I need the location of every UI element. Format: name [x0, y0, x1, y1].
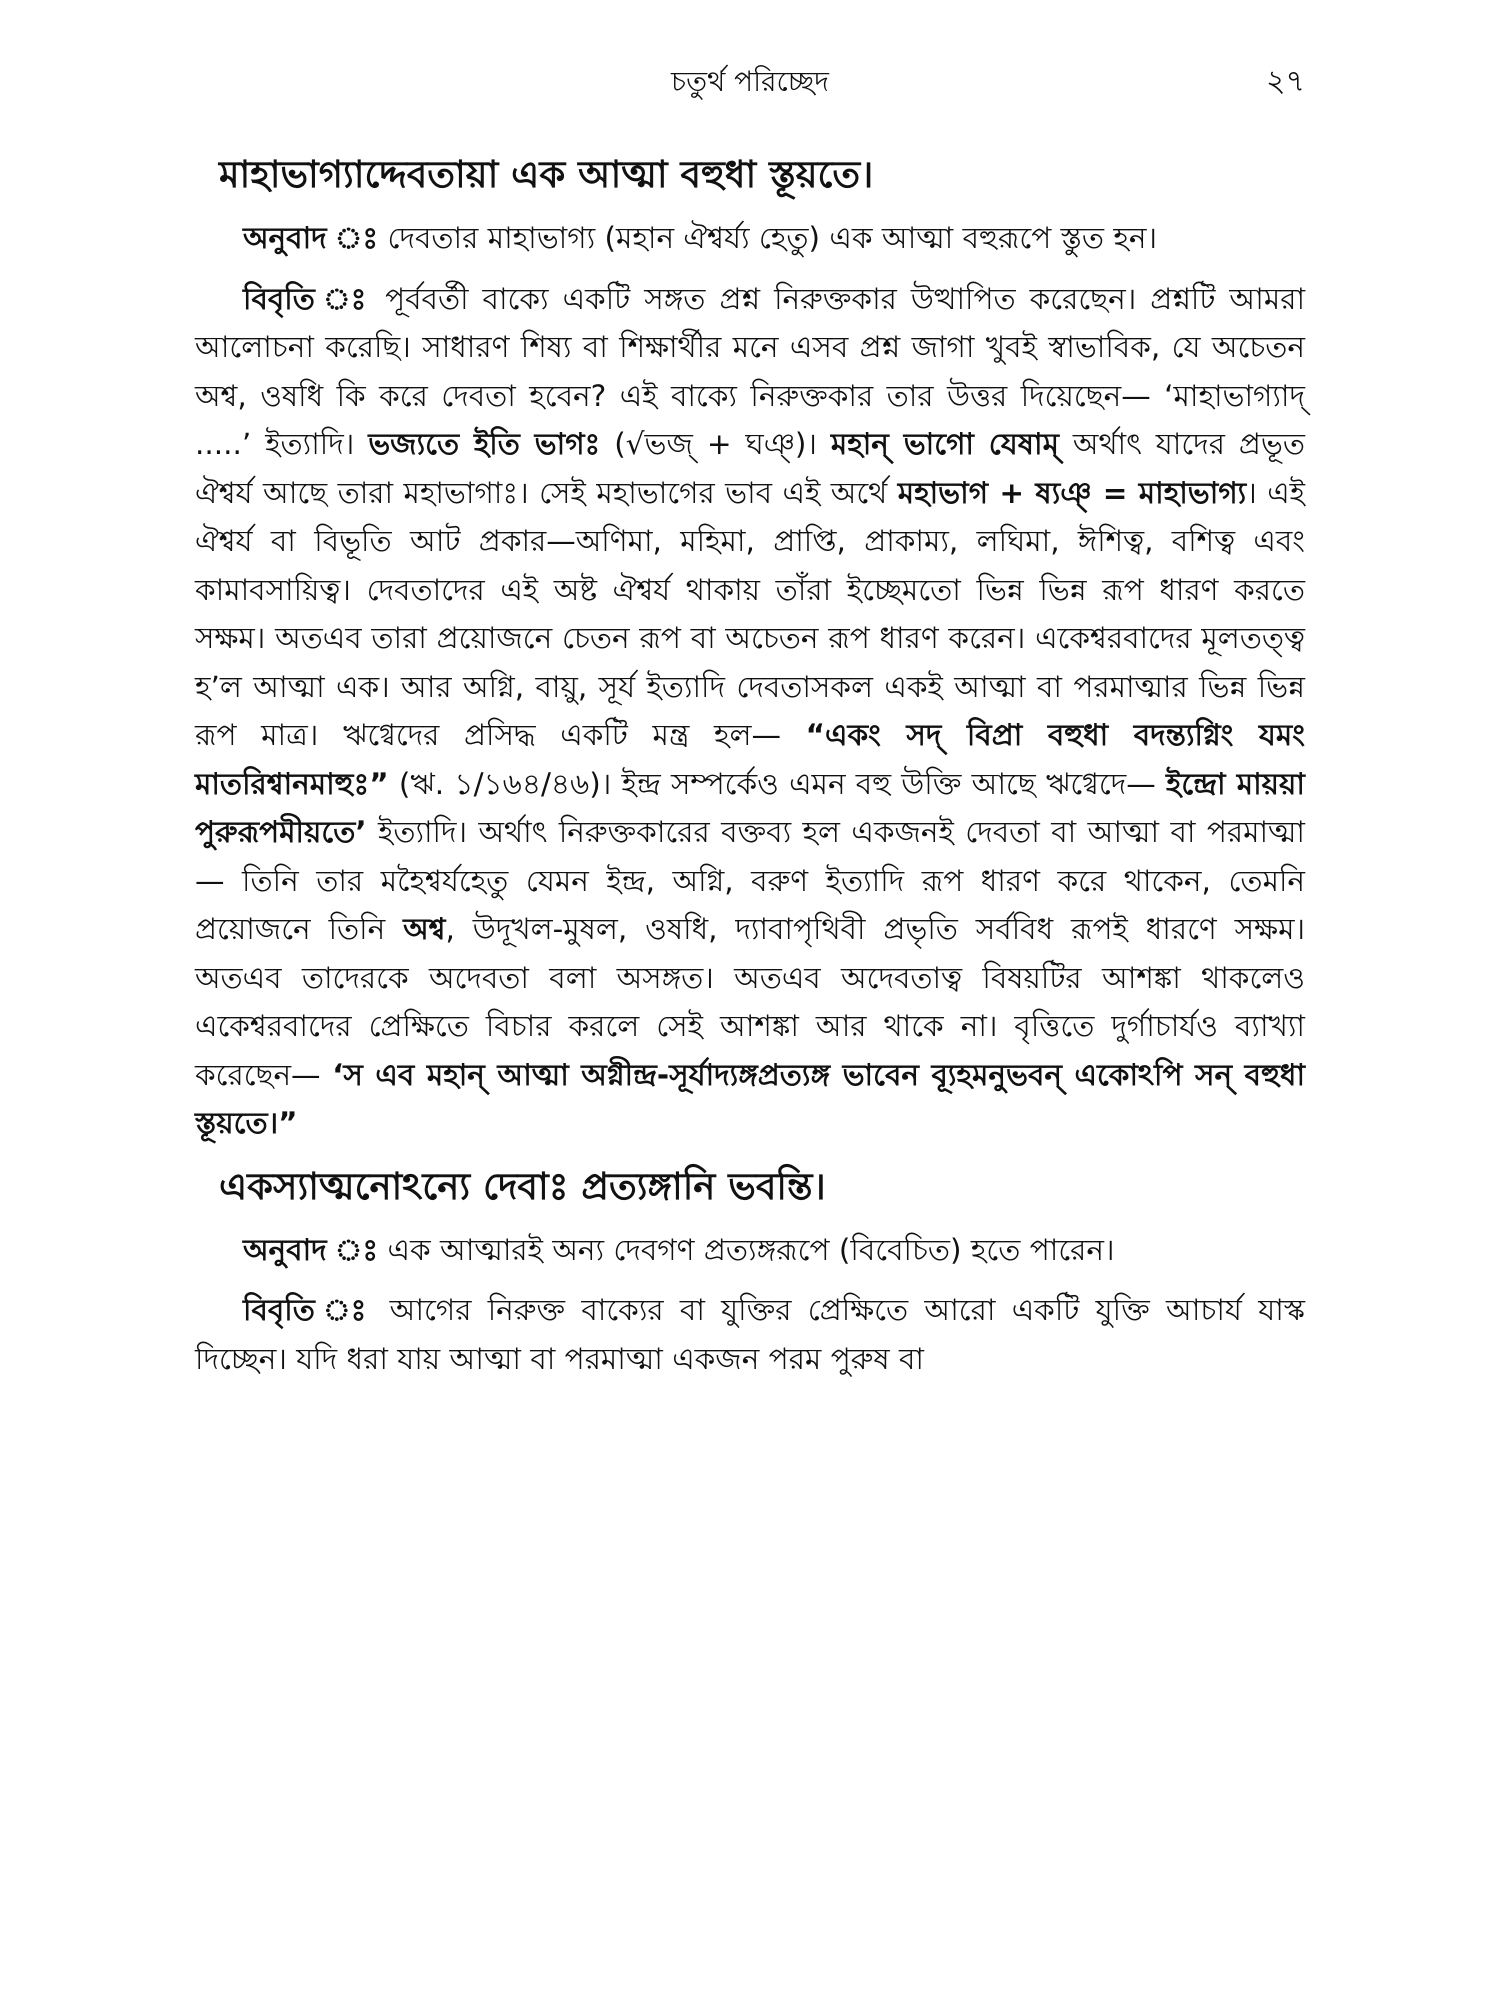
commentary-label: বিবৃতি ঃ: [243, 1293, 374, 1327]
translation-label: অনুবাদ ঃ: [243, 1232, 379, 1267]
rigveda-quote: “একং সদ্ বিপ্রা বহুধা বদন্ত্যগ্নিং যমং মাতরিশ্বানমাহুঃ”: [195, 718, 1305, 801]
commentary-text: (√ভজ্ + ঘঞ্)।: [600, 427, 831, 461]
translation-paragraph-2: [195, 1226, 1305, 1275]
commentary-text: অর্থাৎ যাদের প্রভূত ঐশ্বর্য আছে তারা মহাভাগাঃ। সেই মহাভাগের ভাব এই অর্থে: [195, 427, 1305, 510]
translation-label: অনুবাদ ঃ: [243, 221, 379, 255]
running-header: [195, 62, 1305, 102]
sutra-verse-2: একস্যাত্মনোঽন্যে দেবাঃ প্রত্যঙ্গানি ভবন্তি।: [219, 1164, 826, 1208]
commentary-bold-phrase: মহাভাগ + ষ্যঞ্ = মাহাভাগ্য: [897, 475, 1247, 510]
commentary-text: । এই ঐশ্বর্য বা বিভূতি আট প্রকার—অণিমা, মহিমা, প্রাপ্তি, প্রাকাম্য, লঘিমা, ঈশিত্ব, বশিত্ব এবং কামাবসায়িত্ব। দেবতাদের এই অষ্ট ঐশ্বর্য থাকায় তাঁরা ইচ্ছেমতো ভিন্ন ভিন্ন রূপ ধারণ করতে সক্ষম। অতএব তারা প্রয়োজনে চেতন রূপ বা অচেতন রূপ ধারণ করেন। একেশ্বরবাদের মূলতত্ত্ব হ’ল আত্মা এক। আর অগ্নি, বায়ু, সূর্য ইত্যাদি দেবতাসকল একই আত্মা বা পরমাত্মার ভিন্ন ভিন্ন রূপ মাত্র। ঋগ্বেদের প্রসিদ্ধ একটি মন্ত্র হল—: [195, 475, 1305, 752]
commentary-paragraph-1: [195, 275, 1305, 1148]
book-page: [195, 0, 1305, 2000]
commentary-text: (ঋ. ১/১৬৪/৪৬)। ইন্দ্র সম্পর্কেও এমন বহু উক্তি আছে ঋগ্বেদে—: [388, 766, 1166, 801]
commentary-text: আগের নিরুক্ত বাক্যের বা যুক্তির প্রেক্ষিতে আরো একটি যুক্তি আচার্য যাস্ক দিচ্ছেন। যদি ধরা যায় আত্মা বা পরমাত্মা একজন পরম পুরুষ বা: [195, 1293, 1305, 1376]
durgacharya-quote: ‘স এব মহান্ আত্মা অগ্নীন্দ্র-সূর্যাদ্যঙ্গপ্রত্যঙ্গ ভাবেন ব্যূহমনুভবন্ একোঽপি সন্ বহুধা স্তূয়তে।”: [195, 1057, 1305, 1140]
commentary-bold-phrase: ভজ্যতে ইতি ভাগঃ: [368, 427, 601, 461]
commentary-paragraph-2: [195, 1286, 1305, 1383]
rigveda-quote-indra: ইন্দ্রো মায়য়া পুরুরূপমীয়তে’: [195, 766, 1305, 849]
commentary-text: ইত্যাদি। অর্থাৎ নিরুক্তকারের বক্তব্য হল একজনই দেবতা বা আত্মা বা পরমাত্মা— তিনি তার মহৈশ্বর্যহেতু যেমন ইন্দ্র, অগ্নি, বরুণ ইত্যাদি রূপ ধারণ করে থাকেন, তেমনি প্রয়োজনে তিনি: [195, 815, 1305, 946]
translation-paragraph-1: [195, 214, 1305, 263]
commentary-label: বিবৃতি ঃ: [243, 281, 372, 316]
commentary-bold-phrase: অশ্ব: [403, 912, 446, 946]
commentary-text: , উদূখল-মুষল, ওষধি, দ্যাবাপৃথিবী প্রভৃতি সর্ববিধ রূপই ধারণে সক্ষম। অতএব তাদেরকে অদেবতা বলা অসঙ্গত। অতএব অদেবতাত্ব বিষয়টির আশঙ্কা থাকলেও একেশ্বরবাদের প্রেক্ষিতে বিচার করলে সেই আশঙ্কা আর থাকে না। বৃত্তিতে দুর্গাচার্যও ব্যাখ্যা করেছেন—: [195, 912, 1305, 1092]
chapter-title: চতুর্থ পরিচ্ছেদ: [670, 65, 830, 98]
page-number: ২৭: [1265, 64, 1305, 99]
sutra-verse-1: মাহাভাগ্যাদ্দেবতায়া এক আত্মা বহুধা স্তূয়তে।: [219, 153, 874, 196]
translation-text: এক আত্মারই অন্য দেবগণ প্রত্যঙ্গরূপে (বিবেচিত) হতে পারেন।: [378, 1232, 1115, 1267]
translation-text: দেবতার মাহাভাগ্য (মহান ঐশ্বর্য্য হেতু) এক আত্মা বহুরূপে স্তুত হন।: [378, 221, 1157, 255]
body-text: [195, 148, 1305, 1395]
commentary-bold-phrase: মহান্ ভাগো যেষাম্: [830, 427, 1059, 461]
commentary-text: পূর্ববর্তী বাক্যে একটি সঙ্গত প্রশ্ন নিরুক্তকার উত্থাপিত করেছেন। প্রশ্নটি আমরা আলোচনা করেছি। সাধারণ শিষ্য বা শিক্ষার্থীর মনে এসব প্রশ্ন জাগা খুবই স্বাভাবিক, যে অচেতন অশ্ব, ওষধি কি করে দেবতা হবেন? এই বাক্যে নিরুক্তকার তার উত্তর দিয়েছেন— ‘মাহাভাগ্যাদ্ .....’ ইত্যাদি।: [195, 281, 1306, 461]
